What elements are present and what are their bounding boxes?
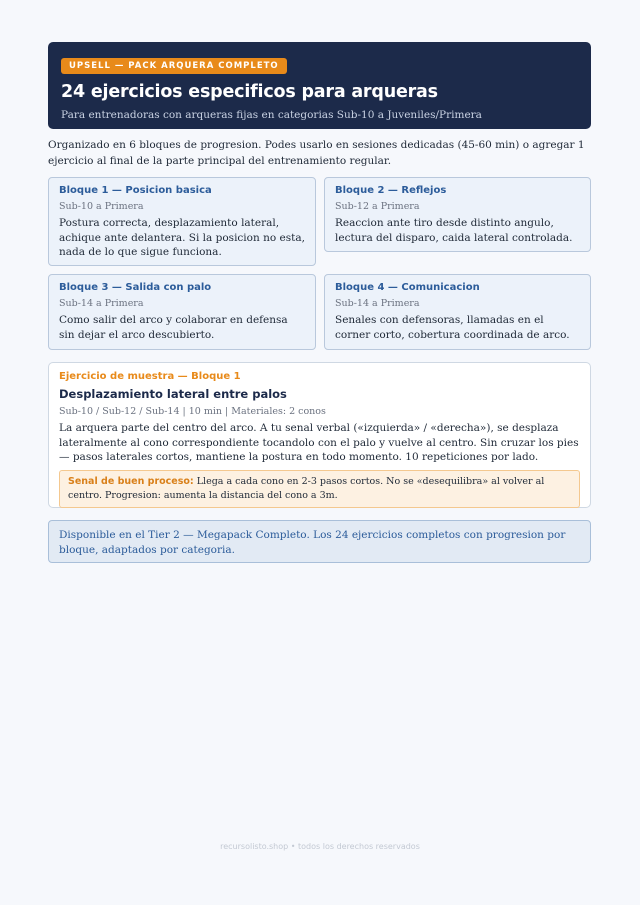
- block-card-1: [48, 177, 316, 266]
- block-card-3: [48, 274, 316, 350]
- tier-note: Disponible en el Tier 2 — Megapack Completo. Los 24 ejercicios completos con progresion por bloque, adaptados por categoria.: [48, 520, 591, 563]
- block-age-range: Sub-14 a Primera: [335, 298, 420, 309]
- block-card-4: [324, 274, 591, 350]
- block-age-range: Sub-12 a Primera: [335, 201, 420, 212]
- block-age-range: Sub-14 a Primera: [59, 298, 144, 309]
- intro-text: Organizado en 6 bloques de progresion. Podes usarlo en sesiones dedicadas (45-60 min) o agregar 1 ejercicio al final de la parte principal del entrenamiento regular.: [48, 139, 585, 167]
- block-title: Bloque 1 — Posicion basica: [59, 185, 212, 196]
- sample-label: Ejercicio de muestra — Bloque 1: [59, 371, 241, 382]
- block-title: Bloque 3 — Salida con palo: [59, 282, 212, 293]
- sample-title: Desplazamiento lateral entre palos: [59, 387, 287, 401]
- sample-description: La arquera parte del centro del arco. A tu senal verbal («izquierda» / «derecha»), se desplaza lateralmente al cono correspondiente tocandolo con el palo y vuelve al centro. Sin cruzar los pies — pasos laterales cortos, mantiene la postura en todo momento. 10 repeticiones por lado.: [59, 422, 579, 463]
- page-title: 24 ejercicios especificos para arqueras: [61, 82, 438, 102]
- block-description: Postura correcta, desplazamiento lateral, achique ante delantera. Si la posicion no esta, nada de lo que sigue funciona.: [59, 217, 305, 258]
- block-description: Senales con defensoras, llamadas en el corner corto, cobertura coordinada de arco.: [335, 314, 570, 341]
- page-subtitle: Para entrenadoras con arqueras fijas en categorias Sub-10 a Juveniles/Primera: [61, 109, 482, 121]
- header-banner: [48, 42, 591, 129]
- upsell-badge: UPSELL — PACK ARQUERA COMPLETO: [61, 58, 287, 74]
- footer-text: recursolisto.shop • todos los derechos reservados: [220, 842, 420, 851]
- block-title: Bloque 2 — Reflejos: [335, 185, 447, 196]
- block-title: Bloque 4 — Comunicacion: [335, 282, 480, 293]
- block-card-2: [324, 177, 591, 252]
- progress-tip: [59, 470, 580, 508]
- block-description: Reaccion ante tiro desde distinto angulo, lectura del disparo, caida lateral controlada.: [335, 217, 573, 244]
- sample-exercise-card: [48, 362, 591, 508]
- tip-text: Llega a cada cono en 2-3 pasos cortos. No se «desequilibra» al volver al centro. Progresion: aumenta la distancia del cono a 3m.: [68, 475, 545, 501]
- tip-label: Senal de buen proceso:: [68, 475, 194, 487]
- block-description: Como salir del arco y colaborar en defensa sin dejar el arco descubierto.: [59, 314, 288, 341]
- sample-meta: Sub-10 / Sub-12 / Sub-14 | 10 min | Materiales: 2 conos: [59, 406, 326, 417]
- block-age-range: Sub-10 a Primera: [59, 201, 144, 212]
